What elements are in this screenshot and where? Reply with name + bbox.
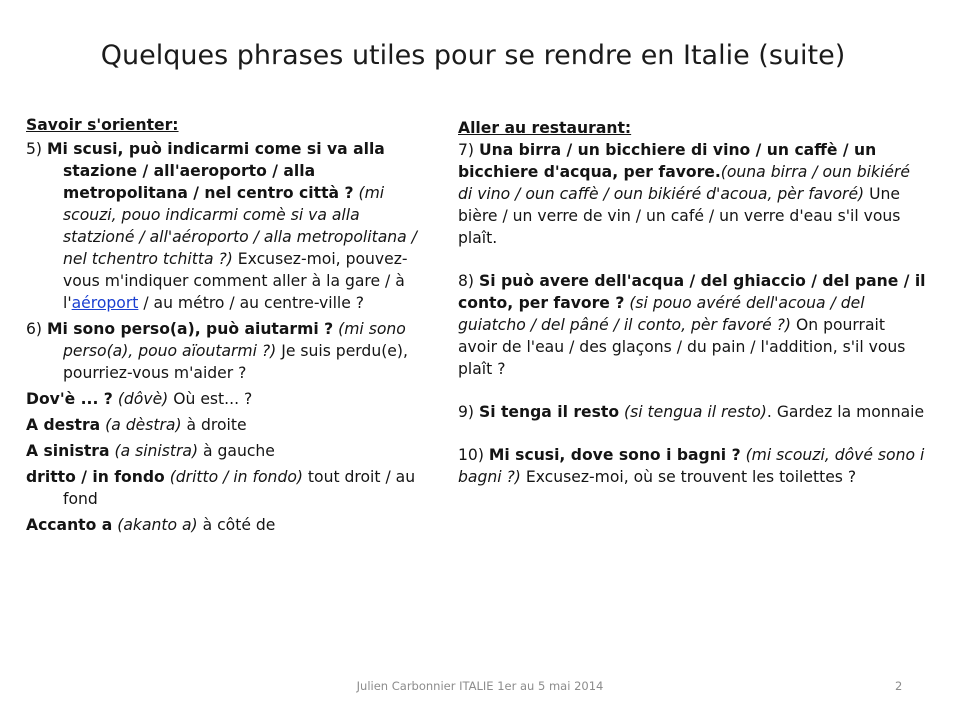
french-translation-end: / au métro / au centre-ville ? [138, 294, 365, 312]
pronunciation: (a sinistra) [109, 442, 199, 460]
slide-title: Quelques phrases utiles pour se rendre en Italie (suite) [100, 40, 846, 71]
item-number: 9) [458, 403, 479, 421]
item-number: 7) [458, 141, 479, 159]
french-translation: à droite [181, 416, 247, 434]
french-translation: On pourrait avoir de l'eau / des glaçons / du pain / l'addition, s'il vous plaît ? [458, 316, 906, 378]
phrase-item-6 [26, 318, 431, 384]
french-translation: à côté de [197, 516, 276, 534]
italian-phrase: A destra [26, 416, 101, 434]
phrase-item-9 [458, 401, 928, 423]
italian-phrase: Una birra / un bicchiere di vino / un caffè / un bicchiere d'acqua, per favore. [458, 141, 877, 181]
pronunciation: (mi sono perso(a), pouo aïoutarmi ?) [63, 320, 406, 360]
right-column [458, 117, 928, 488]
italian-phrase: Dov'è ... ? [26, 390, 113, 408]
french-translation: Une bière / un verre de vin / un café / un verre d'eau s'il vous plaît. [458, 185, 901, 247]
item-number: 5) [26, 140, 47, 158]
phrase-item-7 [458, 139, 928, 249]
french-translation: à gauche [198, 442, 275, 460]
phrase-destra [26, 414, 431, 436]
item-number: 10) [458, 446, 489, 464]
pronunciation: (mi scouzi, pouo indicarmi comè si va alla statzioné / all'aéroporto / alla metropolitana / nel tchentro tchitta ?) [63, 184, 417, 268]
aeroport-link[interactable]: aéroport [71, 294, 139, 312]
french-translation: Je suis perdu(e), pourriez-vous m'aider ? [63, 342, 408, 382]
phrase-item-8 [458, 270, 928, 380]
french-translation: Excusez-moi, où se trouvent les toilettes ? [520, 468, 857, 486]
italian-phrase: Mi scusi, dove sono i bagni ? [488, 446, 741, 464]
pronunciation: (si pouo avéré dell'acoua / del guiatcho / del pâné / il conto, pèr favoré ?) [458, 294, 865, 334]
item-number: 8) [458, 272, 479, 290]
french-translation: Excusez-moi, pouvez-vous m'indiquer comment aller à la gare / à l' [63, 250, 408, 312]
french-translation: . Gardez la monnaie [766, 403, 925, 421]
italian-phrase: Si può avere dell'acqua / del ghiaccio / del pane / il conto, per favore ? [458, 272, 926, 312]
pronunciation: (akanto a) [112, 516, 198, 534]
section-heading-restaurant: Aller au restaurant: [458, 119, 632, 137]
italian-phrase: Mi sono perso(a), può aiutarmi ? [46, 320, 334, 338]
phrase-sinistra [26, 440, 431, 462]
phrase-accanto [26, 514, 431, 536]
phrase-item-5 [26, 138, 431, 314]
italian-phrase: dritto / in fondo [26, 468, 165, 486]
french-translation: tout droit / au fond [63, 468, 416, 508]
item-number: 6) [26, 320, 47, 338]
phrase-dritto [26, 466, 431, 510]
pronunciation: (si tengua il resto) [619, 403, 767, 421]
italian-phrase: Accanto a [26, 516, 113, 534]
pronunciation: (a dèstra) [100, 416, 182, 434]
slide-footer: Julien Carbonnier ITALIE 1er au 5 mai 2014 [356, 679, 604, 693]
phrase-item-10 [458, 444, 928, 488]
left-column [26, 114, 431, 536]
section-heading-orientation: Savoir s'orienter: [26, 116, 179, 134]
italian-phrase: Si tenga il resto [478, 403, 620, 421]
italian-phrase: Mi scusi, può indicarmi come si va alla stazione / all'aeroporto / alla metropolitana / nel centro città ? [46, 140, 385, 202]
pronunciation: (dritto / in fondo) [164, 468, 303, 486]
pronunciation: (mi scouzi, dôvé sono i bagni ?) [458, 446, 925, 486]
page-number: 2 [895, 679, 903, 693]
italian-phrase: A sinistra [26, 442, 110, 460]
phrase-dove [26, 388, 431, 410]
pronunciation: (ouna birra / oun bikiéré di vino / oun caffè / oun bikiéré d'acoua, pèr favoré) [458, 163, 910, 203]
french-translation: Où est... ? [168, 390, 253, 408]
pronunciation: (dôvè) [112, 390, 169, 408]
